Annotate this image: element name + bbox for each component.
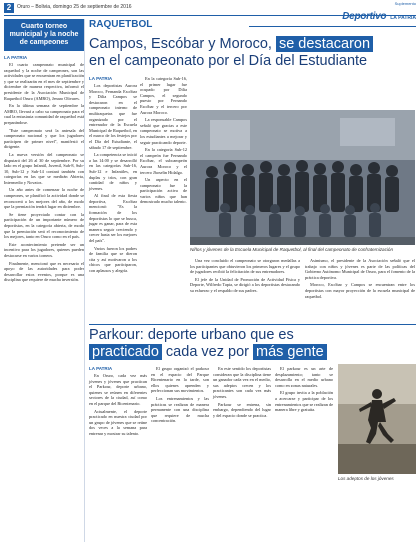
paragraph: Se tiene proyectado contar con la participación de un importante número de deportistas, en la categoría abierta, de modo que la premiación será el reconocimiento de los mejores, tanto en Oruro como en el país. <box>4 211 84 240</box>
parkour-photo <box>338 364 416 474</box>
paragraph: Parkour se entrena, sin embargo, dependiendo del lugar y del espacio donde se practica. <box>213 401 271 418</box>
paragraph: En la categoría Sub-16, el primer lugar fue ocupado por Dilia Campos, el segundo puesto por Fernando Escóbar y el tercero por Aurora Moroco. <box>140 76 187 115</box>
team-photo-image <box>190 110 415 245</box>
paragraph: Este acontecimiento pretende ser un incentivo para los jugadores, quienes pueden destacarse en varios torneos. <box>4 241 84 258</box>
sidebar-article <box>4 19 84 542</box>
photo-caption: Niños y jóvenes de la Escuela Municipal de Raquetbol, al final del campeonato de confraternización <box>190 247 394 252</box>
article-column-1 <box>89 76 137 276</box>
headline-highlight: se destacaron <box>276 36 373 52</box>
paragraph: El grupo invita a la población a acercarse y participar de los entrenamientos que se realizan de manera libre y gratuita. <box>275 390 333 413</box>
paragraph: El jefe de la Unidad de Promoción de Actividad Física y Deporte, Wilfredo Tapia, se dirigió a los deportistas destacando su esfuerzo y el respaldo de sus padres. <box>190 276 300 293</box>
brand-name: Deportivo <box>342 11 387 22</box>
section-label: RAQUETBOL <box>89 19 153 30</box>
section-rule-wrap <box>89 19 416 31</box>
sidebar-body <box>4 62 84 283</box>
sidebar-kicker: LA PATRIA <box>4 55 28 60</box>
sidebar-title: Cuarto torneo municipal y la noche de campeones <box>4 19 84 51</box>
paragraph: Finalmente, mencionó que es necesario el apoyo de las autoridades para poder desarrollar estos eventos, porque es una disciplina que requiere de mucha inversión. <box>4 260 84 283</box>
article-kicker: LA PATRIA <box>89 76 113 81</box>
paragraph: Actualmente, el deporte practicado en nuestra ciudad por un grupo de jóvenes que se reúne dos veces a la semana para entrenar y mostrar su talento. <box>89 408 147 436</box>
headline-highlight: más gente <box>253 344 327 360</box>
paragraph: La nueva versión del campeonato se disputará del 26 al 30 de septiembre. Por su lado en el grupo Infantil, Juvenil, Sub-8, Sub-10, Sub-12 y Sub-14 contará también con categorías en las que se medirán Abierta, Intermedio y Novatos. <box>4 151 84 185</box>
paragraph: En este sentido los deportistas consideran que la disciplina tiene un ganador cada vez en el medio, sus adeptos crecen y los practicantes son cada vez más jóvenes. <box>213 366 271 399</box>
paragraph: Asimismo, el presidente de la Asociación señaló que el trabajo con niños y jóvenes es parte de las políticas del Gobierno Autónomo Municipal de Oruro, para el fomento de la práctica deportiva. <box>305 258 415 280</box>
paragraph: El cuarto campeonato municipal de raquetbol y la noche de campeones, son las actividades que se encuentran en planificación y que se realizarán en el mes de septiembre y diciembre de manera respectiva, informó el presidente de la Asociación Municipal de Raquetbol Oruro (AMRO), Jenaro Olivares. <box>4 62 84 101</box>
article-separator <box>89 324 416 325</box>
paragraph: En la categoría Sub-12 el campeón fue Fernando Escóbar, el subcampeón Aurora Moroco y el tercero Jhoselin Hidalgo. <box>140 147 187 175</box>
article-column-3 <box>190 258 300 296</box>
parkour-column-1 <box>89 366 147 439</box>
article-column-2 <box>140 76 187 207</box>
parkour-column-3 <box>213 366 271 420</box>
parkour-column-2 <box>151 366 209 426</box>
brand-sub: LA PATRIA <box>390 15 416 21</box>
paragraph: Un aspecto en el campeonato fue la participación activa de varios niños que han demostrado mucho talento. <box>140 177 187 205</box>
page-header <box>4 1 416 22</box>
paragraph: Una vez concluido el campeonato se otorgaron medallas a los participantes que obtuvieron los primeros lugares y el grupo de jugadores recibió la felicitación de sus entrenadores. <box>190 258 300 275</box>
paragraph: Un año antes de comenzar la noche de campeones, se planificó la actividad donde se reconocerá a los mejores del año, de modo que la premiación tendrá lugar en diciembre. <box>4 187 84 210</box>
paragraph: La competencia se inició a las 14:00 y se desarrolló en las categorías Sub-16, Sub-12 e Infantiles, en duplas y tríos, con gran cantidad de niños y jóvenes. <box>89 152 137 191</box>
article-kicker: LA PATRIA <box>89 366 113 371</box>
parkour-headline <box>89 327 416 361</box>
column-divider <box>84 19 85 542</box>
paragraph: En Oruro, cada vez más jóvenes y jóvenes que practican el Parkour, deporte urbano, quienes se reúnen en diferentes sectores de la ciudad, así como en el parque del Bicentenario. <box>89 373 147 406</box>
paragraph: En la última semana de septiembre la AMRO, llevará a cabo su campeonato para el cual la entusiasta comunidad de raquetbol está preparándose. <box>4 103 84 125</box>
paragraph: La responsable Campos señaló que gracias a este campeonato se motiva a los estudiantes a mejorar y seguir practicando deporte. <box>140 117 187 145</box>
headline-highlight: practicado <box>89 344 162 360</box>
parkour-photo-image <box>338 364 416 474</box>
paragraph: Los deportistas Aurora Moroco, Fernanda Escóbar y Dilia Campos se destacaron en el campeonato interno de multiraquetas que fue organizado por el entrenador de la Escuela Municipal de Raquetbol, en el marco de los festejos por el Día del Estudiante, el sábado 17 de septiembre. <box>89 83 137 150</box>
brand-sup: Suplemento <box>394 1 416 6</box>
parkour-caption: Los adeptos de los jóvenes <box>338 476 394 481</box>
paragraph: El parkour es un arte de desplazamiento; tanto se desarrolla en el medio urbano como en zonas naturales. <box>275 366 333 388</box>
team-photo <box>190 110 415 245</box>
paragraph: El grupo organizó el parkour en el espacio del Parque Bicentenario en la tarde, son ellos quienes aprenden y perfeccionan sus movimientos. <box>151 366 209 394</box>
article-column-4 <box>305 258 415 301</box>
parkour-column-4 <box>275 366 333 415</box>
paragraph: Moroco, Escóbar y Campos se encuentran entre los deportistas con mayor proyección de la escuela municipal de raquetbol. <box>305 282 415 299</box>
paragraph: Varios fueron los padres de familia que se dieron cita y así motivaron a los chicos que participaron, con aplausos y alegría. <box>89 245 137 273</box>
paragraph: "Este campeonato será la antesala del campeonato nacional y que los jugadores participen de primer nivel", manifestó el dirigente. <box>4 127 84 150</box>
page-number: 2 <box>4 3 14 13</box>
dateline: Oruro – Bolivia, domingo 25 de septiembre de 2016 <box>17 4 132 10</box>
headline-part: Parkour: deporte urbano que es <box>89 327 294 343</box>
headline-part: en el campeonato por el Día del Estudiante <box>89 53 368 69</box>
main-headline <box>89 36 416 70</box>
section-rule <box>249 26 416 27</box>
headline-part: cada vez por <box>161 344 253 360</box>
headline-part: Campos, Escóbar y Moroco, <box>89 36 276 52</box>
paragraph: Los entrenamientos y las prácticas se realizan de manera permanente con una disciplina que requiere de mucha concentración. <box>151 395 209 424</box>
paragraph: Al final de esta fiesta deportiva, Escóbar mencionó: "Es la formación de los deportistas lo que se busca, jugar es ganar, para de esta manera seguir creciendo y crecer hasta ser los mejores del país". <box>89 193 137 244</box>
